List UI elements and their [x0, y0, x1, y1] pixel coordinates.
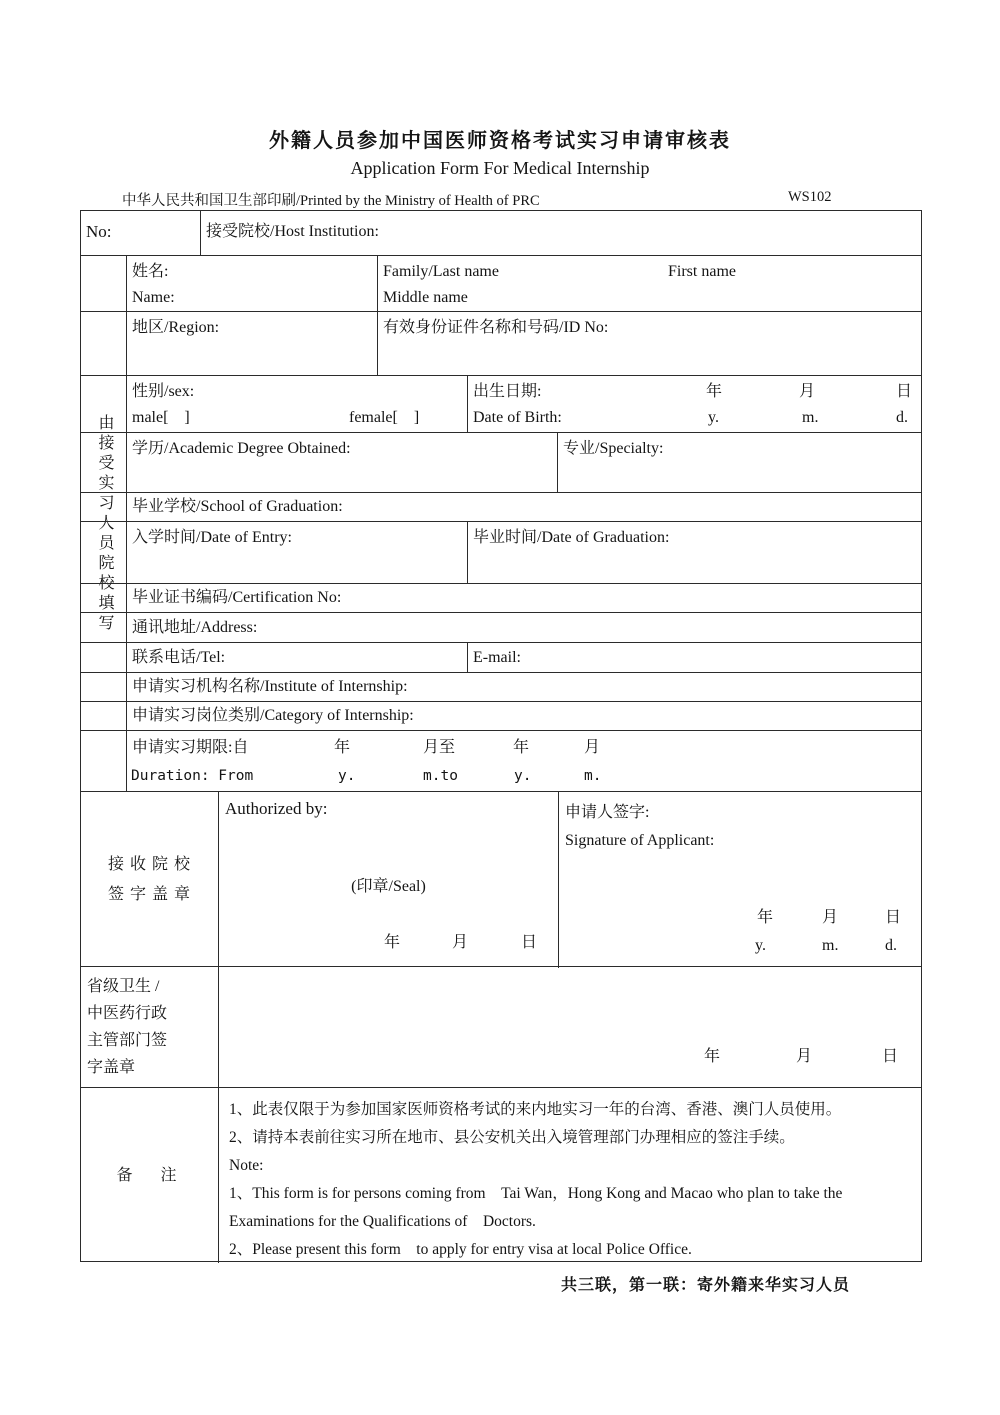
address-row	[81, 613, 921, 643]
dob-year-en: y.	[708, 409, 719, 426]
name-row	[81, 256, 921, 312]
dob-day-cn: 日	[896, 383, 913, 400]
copies-note: 共三联，第一联：寄外籍来华实习人员	[560, 1277, 850, 1294]
auth-day-cn: 日	[521, 934, 538, 951]
authorized-by-label: Authorized by:	[225, 799, 328, 818]
applicant-signature-cell	[559, 792, 923, 968]
certification-row	[81, 584, 921, 613]
duration-to-cn: 月至	[423, 739, 456, 756]
notes-label: 备 注	[116, 1166, 183, 1184]
birth-field	[468, 376, 923, 433]
school-row	[81, 493, 921, 522]
host-seal-label-line2: 签 字 盖 章	[107, 886, 191, 903]
sign-year-en: y.	[755, 937, 766, 954]
form-code: WS102	[788, 189, 832, 205]
provincial-label-line1: 省级卫生 /	[87, 978, 160, 995]
no-field: No:	[81, 211, 201, 256]
sex-field	[127, 376, 468, 433]
duration-month2-cn: 月	[584, 739, 601, 756]
category-field: 申请实习岗位类别/Category of Internship:	[132, 707, 414, 724]
note-line-1: 1、此表仅限于为参加国家医师资格考试的来内地实习一年的台湾、香港、澳门人员使用。	[229, 1101, 842, 1118]
specialty-field: 专业/Specialty:	[563, 440, 664, 457]
dob-month-cn: 月	[799, 383, 816, 400]
duration-field	[127, 731, 923, 791]
prov-month-cn: 月	[796, 1048, 813, 1065]
duration-to-en: m.to	[423, 768, 458, 784]
provincial-section	[81, 967, 921, 1088]
date-graduation-field: 毕业时间/Date of Graduation:	[473, 529, 670, 546]
form-title-english: Application Form For Medical Internship	[350, 158, 650, 178]
host-institution-field: 接受院校/Host Institution:	[206, 223, 379, 240]
note-line-3: Note:	[229, 1157, 264, 1174]
host-seal-label-cell	[81, 792, 219, 968]
no-row	[81, 211, 921, 256]
sign-day-en: d.	[885, 937, 897, 954]
certification-no-field: 毕业证书编码/Certification No:	[132, 589, 342, 606]
sign-day-cn: 日	[885, 909, 902, 926]
date-entry-field: 入学时间/Date of Entry:	[127, 522, 468, 584]
auth-month-cn: 月	[452, 934, 469, 951]
printed-by-line: 中华人民共和国卫生部印刷/Printed by the Ministry of Health of PRC	[122, 193, 540, 209]
region-row	[81, 312, 921, 376]
entry-graduation-row	[81, 522, 921, 584]
email-field: E-mail:	[473, 649, 521, 666]
name-label-cell	[127, 256, 378, 312]
school-field: 毕业学校/School of Graduation:	[132, 498, 343, 515]
sidebar-vertical-label: 由接受实习人员院校填写	[96, 413, 113, 634]
applicant-signature-label-cn: 申请人签字:	[565, 804, 650, 821]
dob-day-en: d.	[896, 409, 908, 426]
duration-year2-cn: 年	[513, 739, 530, 756]
dob-month-en: m.	[802, 409, 819, 426]
tel-field: 联系电话/Tel:	[127, 643, 468, 673]
duration-year1-cn: 年	[334, 739, 351, 756]
authorized-by-cell	[219, 792, 559, 968]
main-section	[81, 256, 921, 791]
dob-year-cn: 年	[706, 383, 723, 400]
sex-label: 性别/sex:	[132, 383, 195, 400]
form-title-chinese: 外籍人员参加中国医师资格考试实习申请审核表	[269, 130, 731, 152]
tel-email-row	[81, 643, 921, 673]
notes-label-cell	[81, 1088, 219, 1263]
degree-field: 学历/Academic Degree Obtained:	[127, 433, 558, 493]
address-field: 通讯地址/Address:	[132, 619, 258, 636]
notes-body-cell	[219, 1088, 923, 1263]
sign-month-cn: 月	[822, 909, 839, 926]
duration-year1-en: y.	[338, 768, 356, 784]
dob-label-cn: 出生日期:	[473, 383, 542, 400]
provincial-label-line3: 主管部门签	[87, 1032, 168, 1049]
region-field: 地区/Region:	[127, 312, 378, 376]
prov-day-cn: 日	[882, 1048, 899, 1065]
duration-label-en: Duration: From	[131, 768, 254, 784]
host-seal-label-line1: 接 收 院 校	[107, 856, 191, 873]
note-line-2: 2、请持本表前往实习所在地市、县公安机关出入境管理部门办理相应的签注手续。	[229, 1129, 795, 1146]
provincial-body-cell	[219, 967, 923, 1088]
duration-row	[81, 731, 921, 791]
duration-year2-en: y.	[514, 768, 532, 784]
name-input-cell	[378, 256, 923, 312]
seal-label: (印章/Seal)	[351, 878, 426, 895]
id-no-field: 有效身份证件名称和号码/ID No:	[383, 319, 609, 336]
note-line-4: 1、This form is for persons coming from Tai Wan，Hong Kong and Macao who plan to take the	[229, 1185, 843, 1202]
family-last-name-label: Family/Last name	[383, 263, 499, 280]
dob-label-en: Date of Birth:	[473, 409, 562, 426]
provincial-label-line4: 字盖章	[87, 1059, 136, 1076]
note-line-6: 2、Please present this form to apply for entry visa at local Police Office.	[229, 1241, 692, 1258]
auth-year-cn: 年	[384, 934, 401, 951]
prov-year-cn: 年	[704, 1048, 721, 1065]
sign-year-cn: 年	[757, 909, 774, 926]
name-label-en: Name:	[132, 289, 175, 306]
applicant-signature-label-en: Signature of Applicant:	[565, 832, 715, 849]
name-label-cn: 姓名:	[132, 263, 169, 280]
provincial-label-line2: 中医药行政	[87, 1005, 168, 1022]
sex-birth-row	[81, 376, 921, 433]
provincial-label-cell	[81, 967, 219, 1088]
note-line-5: Examinations for the Qualifications of Doctors.	[229, 1213, 536, 1230]
institute-field: 申请实习机构名称/Institute of Internship:	[132, 678, 408, 695]
authorization-section	[81, 791, 921, 967]
application-form-table	[80, 210, 922, 1262]
sign-month-en: m.	[822, 937, 839, 954]
female-checkbox: female[ ]	[349, 409, 420, 426]
institute-row	[81, 673, 921, 702]
degree-specialty-row	[81, 433, 921, 493]
male-checkbox: male[ ]	[132, 409, 190, 426]
notes-section	[81, 1088, 921, 1263]
first-name-label: First name	[668, 263, 736, 280]
duration-month2-en: m.	[584, 768, 602, 784]
duration-label-cn: 申请实习期限:自	[132, 739, 249, 756]
category-row	[81, 702, 921, 731]
middle-name-label: Middle name	[383, 289, 468, 306]
